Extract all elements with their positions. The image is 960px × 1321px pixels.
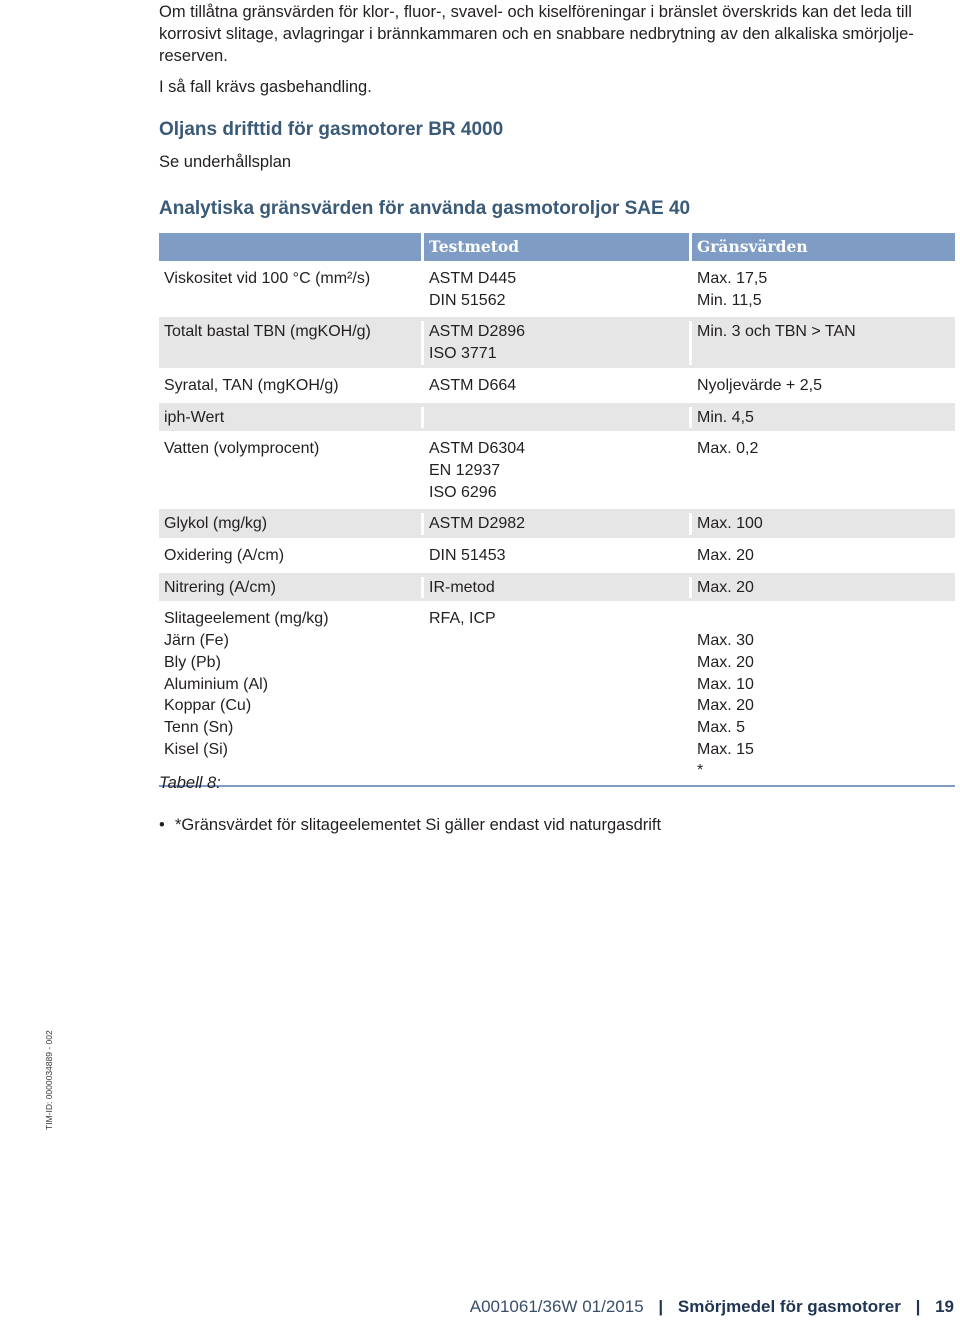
footer-section-title: Smörjmedel för gasmotorer [677, 1297, 901, 1316]
cell-test-method [421, 577, 689, 599]
cell-limit [689, 577, 955, 599]
cell-parameter-line: Bly (Pb) [164, 653, 221, 671]
cell-parameter-line: Nitrering (A/cm) [164, 578, 277, 596]
limits-table [159, 233, 955, 787]
cell-limit [689, 375, 955, 397]
cell-limit-line: Max. 5 [697, 718, 746, 736]
cell-test-method [421, 438, 689, 503]
cell-limit-line: Max. 10 [697, 675, 754, 693]
cell-parameter-line: Koppar (Cu) [164, 697, 252, 715]
cell-limit-line: Max. 17,5 [697, 270, 768, 287]
cell-parameter-line: Slitageelement (mg/kg) [164, 610, 329, 628]
cell-test-method-line: ASTM D2896 [429, 323, 526, 341]
table-caption: Tabell 8: [159, 774, 221, 792]
cell-test-method [421, 407, 689, 429]
cell-parameter [159, 321, 421, 364]
cell-test-method [421, 545, 689, 567]
cell-parameter [159, 438, 421, 503]
table-row [159, 538, 955, 570]
cell-limit-line: Max. 100 [697, 515, 763, 533]
cell-test-method [421, 268, 689, 311]
table-body [159, 261, 955, 787]
header-parameter [159, 233, 421, 261]
section-title-oil-runtime: Oljans drifttid för gasmotorer BR 4000 [159, 119, 504, 140]
table-row [159, 368, 955, 400]
cell-test-method [421, 513, 689, 535]
cell-limit [689, 608, 955, 782]
cell-test-method-line: ISO 6296 [429, 483, 497, 501]
cell-limit-line: Max. 20 [697, 697, 754, 715]
footnote-text: *Gränsvärdet för slitageelementet Si gäller endast vid naturgasdrift [175, 816, 662, 834]
cell-parameter-line: Järn (Fe) [164, 632, 229, 650]
cell-limit [689, 545, 955, 567]
cell-test-method-line [429, 407, 689, 429]
cell-parameter-line: Kisel (Si) [164, 740, 229, 758]
footer-page-number: 19 [935, 1297, 954, 1316]
intro-paragraph [159, 1, 955, 67]
cell-limit [689, 268, 955, 311]
cell-parameter-line: Syratal, TAN (mgKOH/g) [164, 376, 339, 394]
table-row [159, 431, 955, 506]
cell-limit-line: Nyoljevärde + 2,5 [697, 376, 822, 394]
cell-test-method [421, 375, 689, 397]
table-row [159, 506, 955, 538]
cell-limit [689, 438, 955, 503]
cell-limit [689, 407, 955, 429]
cell-limit-line: Min. 11,5 [697, 291, 762, 309]
cell-parameter-line: Totalt bastal TBN (mgKOH/g) [164, 323, 371, 341]
cell-limit-line: Max. 30 [697, 632, 754, 650]
cell-limit [689, 321, 955, 364]
cell-test-method-line: IR-metod [429, 578, 495, 596]
cell-parameter [159, 545, 421, 567]
cell-parameter [159, 513, 421, 535]
cell-limit-line [697, 608, 955, 630]
cell-limit-line: Min. 4,5 [697, 408, 754, 426]
cell-test-method-line: RFA, ICP [429, 610, 496, 628]
cell-parameter [159, 375, 421, 397]
header-limits: Gränsvärden [689, 233, 955, 261]
cell-parameter [159, 268, 421, 311]
cell-parameter-line: iph-Wert [164, 408, 225, 426]
footer-separator-1: | [658, 1297, 664, 1316]
page-footer [470, 1297, 954, 1317]
table-row [159, 570, 955, 602]
cell-limit [689, 513, 955, 535]
gas-treatment-note: I så fall krävs gasbehandling. [159, 78, 372, 96]
cell-parameter-line: Glykol (mg/kg) [164, 515, 268, 533]
cell-test-method-line: ASTM D445 [429, 270, 517, 287]
cell-limit-line: * [697, 762, 704, 780]
bullet-icon: • [159, 816, 165, 834]
cell-limit-line: Max. 20 [697, 653, 754, 671]
footer-doc-number: A001061/36W 01/2015 [469, 1297, 644, 1316]
cell-test-method-line: ASTM D2982 [429, 515, 526, 533]
intro-line-3: reserven. [159, 47, 228, 65]
table-header-row [159, 233, 955, 261]
header-test-method: Testmetod [421, 233, 689, 261]
intro-line-2: korrosivt slitage, avlagringar i brännkammaren och en snabbare nedbrytning av den alkaliska smörjolje- [159, 25, 914, 43]
cell-test-method-line: ASTM D6304 [429, 440, 526, 458]
cell-test-method-line: DIN 51562 [429, 291, 506, 309]
cell-test-method-line: ASTM D664 [429, 376, 517, 394]
cell-test-method-line: DIN 51453 [429, 547, 506, 565]
cell-parameter [159, 577, 421, 599]
cell-parameter [159, 608, 421, 782]
cell-parameter-line: Aluminium (Al) [164, 675, 269, 693]
cell-parameter-line: Tenn (Sn) [164, 718, 234, 736]
cell-limit-line: Max. 0,2 [697, 440, 759, 458]
cell-parameter-line: Viskositet vid 100 °C (mm²/s) [164, 270, 371, 287]
footer-separator-2: | [915, 1297, 921, 1316]
cell-test-method-line: ISO 3771 [429, 345, 497, 363]
table-row [159, 314, 955, 367]
cell-test-method [421, 608, 689, 782]
footnote-item [159, 816, 661, 835]
section-title-analytical-limits: Analytiska gränsvärden för använda gasmotoroljor SAE 40 [159, 198, 691, 219]
cell-limit-line: Max. 20 [697, 547, 754, 565]
cell-parameter-line: Vatten (volymprocent) [164, 440, 320, 458]
cell-limit-line: Max. 15 [697, 740, 754, 758]
intro-line-1: Om tillåtna gränsvärden för klor-, fluor-, svavel- och kiselföreningar i bränslet överskrids kan det leda till [159, 3, 912, 21]
cell-test-method [421, 321, 689, 364]
cell-test-method-line: EN 12937 [429, 461, 501, 479]
cell-limit-line: Min. 3 och TBN > TAN [697, 323, 856, 341]
cell-limit-line: Max. 20 [697, 578, 754, 596]
cell-parameter-line: Oxidering (A/cm) [164, 547, 285, 565]
cell-parameter [159, 407, 421, 429]
table-row [159, 400, 955, 432]
maintenance-plan-ref: Se underhållsplan [159, 153, 292, 171]
document-tim-id: TIM-ID: 0000034889 - 002 [44, 1030, 54, 1130]
table-row [159, 261, 955, 314]
table-row [159, 601, 955, 787]
